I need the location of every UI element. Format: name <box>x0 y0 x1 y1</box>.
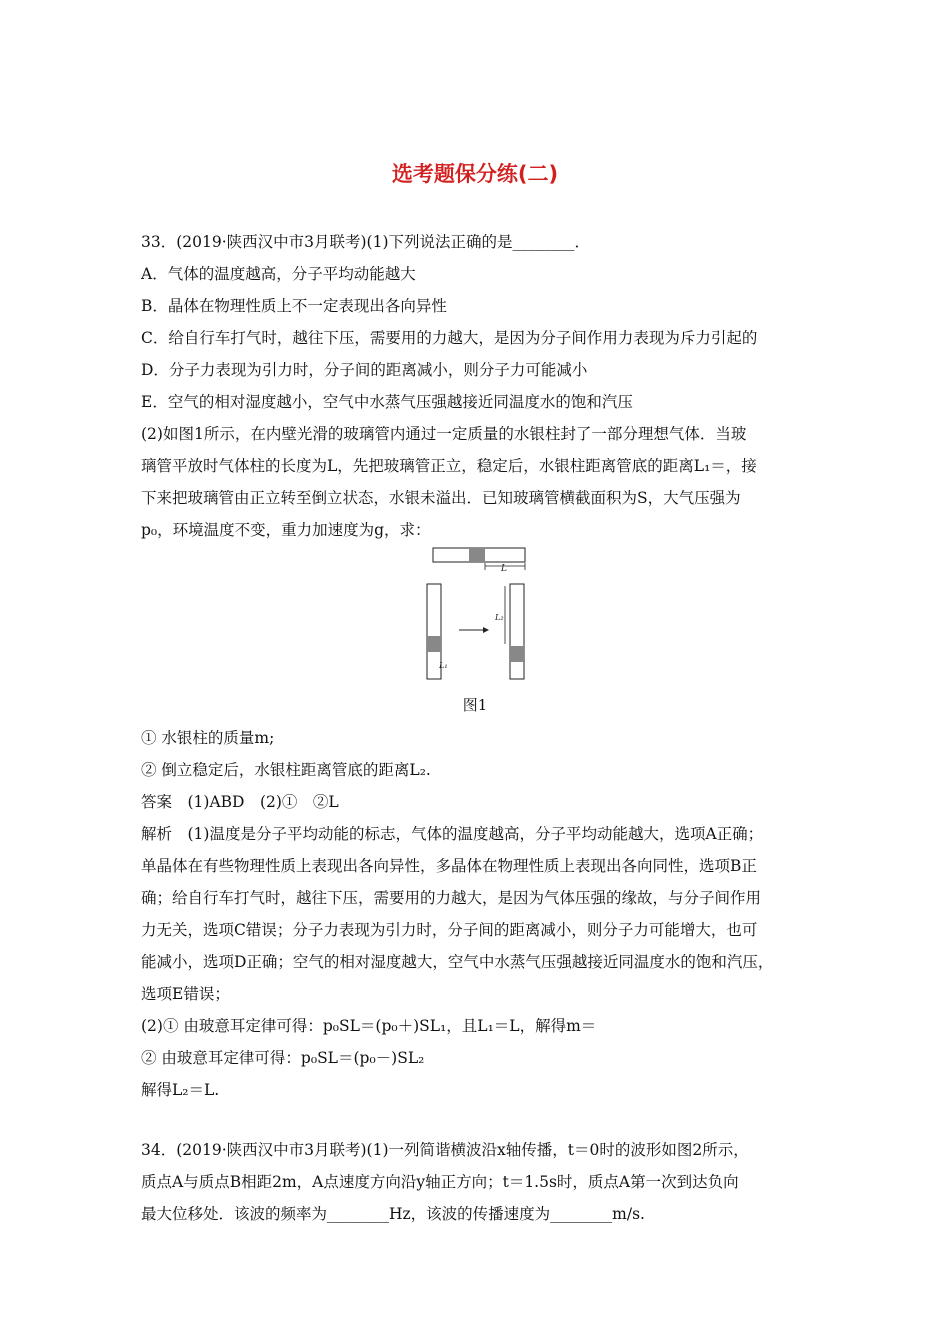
label-L2: L₂ <box>495 613 504 622</box>
q33-sub1: ① 水银柱的质量m; <box>141 729 275 747</box>
q33-analysis-line3: 确；给自行车打气时，越往下压，需要用的力越大，是因为气体压强的缘故，与分子间作用 <box>141 889 762 907</box>
q33-analysis-line6: 选项E错误； <box>141 985 230 1003</box>
figure-1-glass-tube-diagram <box>425 544 535 684</box>
q33-option-a: A．气体的温度越高，分子平均动能越大 <box>141 265 416 283</box>
label-L1: L₁ <box>439 661 448 670</box>
q33-option-b: B．晶体在物理性质上不一定表现出各向异性 <box>141 297 447 315</box>
q34-stem-line2: 质点A与质点B相距2m，A点速度方向沿y轴正方向；t＝1.5s时，质点A第一次到达负向 <box>141 1173 739 1191</box>
q33-analysis-line4: 力无关，选项C错误；分子力表现为引力时，分子间的距离减小，则分子力可能增大，也可 <box>141 921 758 939</box>
q33-part2-line4: p₀，环境温度不变，重力加速度为g，求： <box>141 521 431 539</box>
q33-option-c: C．给自行车打气时，越往下压，需要用的力越大，是因为分子间作用力表现为斥力引起的 <box>141 329 758 347</box>
label-L: L <box>501 564 507 574</box>
q33-option-d: D．分子力表现为引力时，分子间的距离减小，则分子力可能减小 <box>141 361 588 379</box>
q33-part2-line1: (2)如图1所示，在内壁光滑的玻璃管内通过一定质量的水银柱封了一部分理想气体．当玻 <box>141 425 747 443</box>
q33-analysis-part2-line1: (2)① 由玻意耳定律可得：p₀SL＝(p₀＋)SL₁，且L₁＝L，解得m＝ <box>141 1017 597 1035</box>
q33-analysis-line2: 单晶体在有些物理性质上表现出各向异性，多晶体在物理性质上表现出各向同性，选项B正 <box>141 857 757 875</box>
q33-analysis-line1: 解析 (1)温度是分子平均动能的标志，气体的温度越高，分子平均动能越大，选项A正确； <box>141 825 764 843</box>
q34-stem-line1: 34．(2019·陕西汉中市3月联考)(1)一列简谐横波沿x轴传播，t＝0时的波形如图2所示， <box>141 1141 749 1159</box>
page-title: 选考题保分练(二) <box>391 162 559 186</box>
q33-sub2: ② 倒立稳定后，水银柱距离管底的距离L₂. <box>141 761 431 779</box>
q33-part2-line2: 璃管平放时气体柱的长度为L，先把玻璃管正立，稳定后，水银柱距离管底的距离L₁＝，接 <box>141 457 757 475</box>
q33-answer: 答案 (1)ABD (2)① ②L <box>141 793 339 811</box>
figure-caption: 图1 <box>462 696 488 714</box>
q33-part2-line3: 下来把玻璃管由正立转至倒立状态，水银未溢出．已知玻璃管横截面积为S，大气压强为 <box>141 489 741 507</box>
q34-stem-line3: 最大位移处．该波的频率为________Hz，该波的传播速度为________m/s. <box>141 1205 645 1223</box>
q33-analysis-line5: 能减小，选项D正确；空气的相对湿度越大，空气中水蒸气压强越接近同温度水的饱和汽压， <box>141 953 774 971</box>
q33-option-e: E．空气的相对湿度越小，空气中水蒸气压强越接近同温度水的饱和汽压 <box>141 393 633 411</box>
q33-analysis-part2-line2: ② 由玻意耳定律可得：p₀SL＝(p₀－)SL₂ <box>141 1049 425 1067</box>
q33-stem: 33．(2019·陕西汉中市3月联考)(1)下列说法正确的是________． <box>141 233 591 251</box>
q33-analysis-part2-line3: 解得L₂＝L. <box>141 1081 220 1099</box>
